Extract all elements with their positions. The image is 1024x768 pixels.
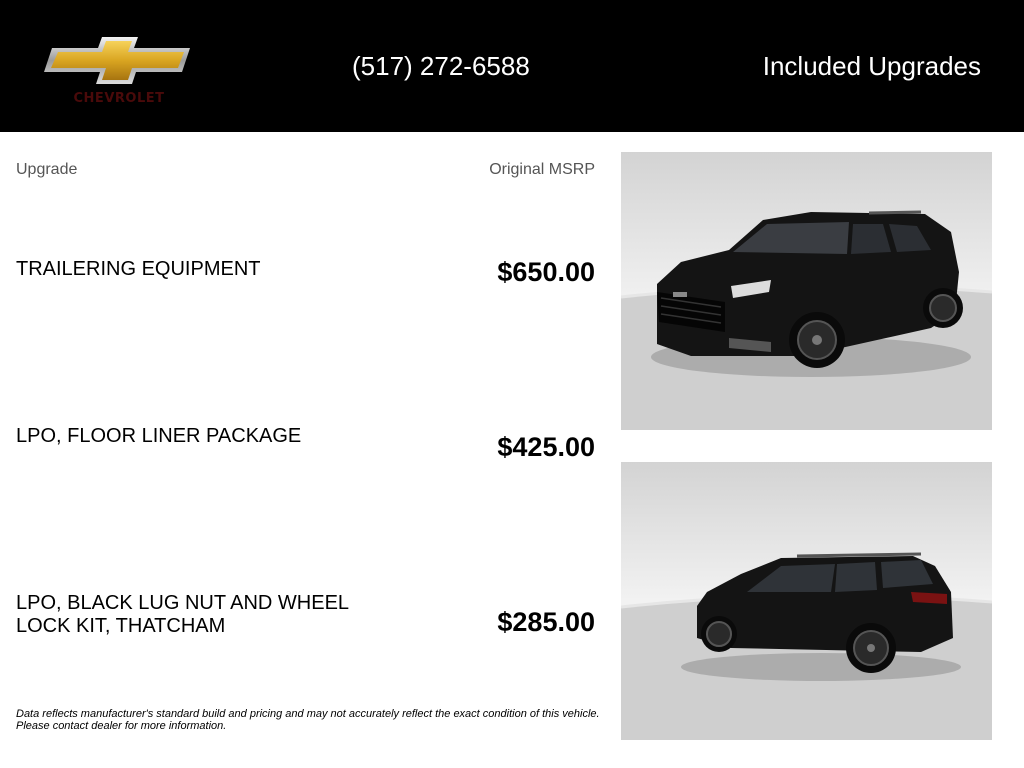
column-header-upgrade: Upgrade xyxy=(16,161,78,178)
upgrade-price: $425.00 xyxy=(497,432,595,462)
upgrade-name: LPO, BLACK LUG NUT AND WHEEL LOCK KIT, THATCHAM xyxy=(16,592,349,637)
upgrade-name: LPO, FLOOR LINER PACKAGE xyxy=(16,425,302,447)
disclaimer xyxy=(16,708,606,732)
vehicle-photo-rear[interactable] xyxy=(621,462,992,740)
upgrade-price: $285.00 xyxy=(497,607,595,637)
page-title: Included Upgrades xyxy=(762,51,981,81)
disclaimer-line: Please contact dealer for more information. xyxy=(16,720,227,732)
brand-wordmark: CHEVROLET xyxy=(73,91,165,106)
vehicle-photo-front[interactable] xyxy=(621,152,992,430)
page-header xyxy=(0,0,1024,132)
dealer-phone[interactable]: (517) 272-6588 xyxy=(352,51,530,81)
column-header-msrp: Original MSRP xyxy=(489,161,595,178)
disclaimer-line: Data reflects manufacturer's standard build and pricing and may not accurately reflect the exact condition of this vehicle. xyxy=(16,708,600,720)
upgrade-price: $650.00 xyxy=(497,257,595,287)
upgrade-name: TRAILERING EQUIPMENT xyxy=(16,258,261,280)
chevrolet-bowtie-icon xyxy=(44,34,194,114)
